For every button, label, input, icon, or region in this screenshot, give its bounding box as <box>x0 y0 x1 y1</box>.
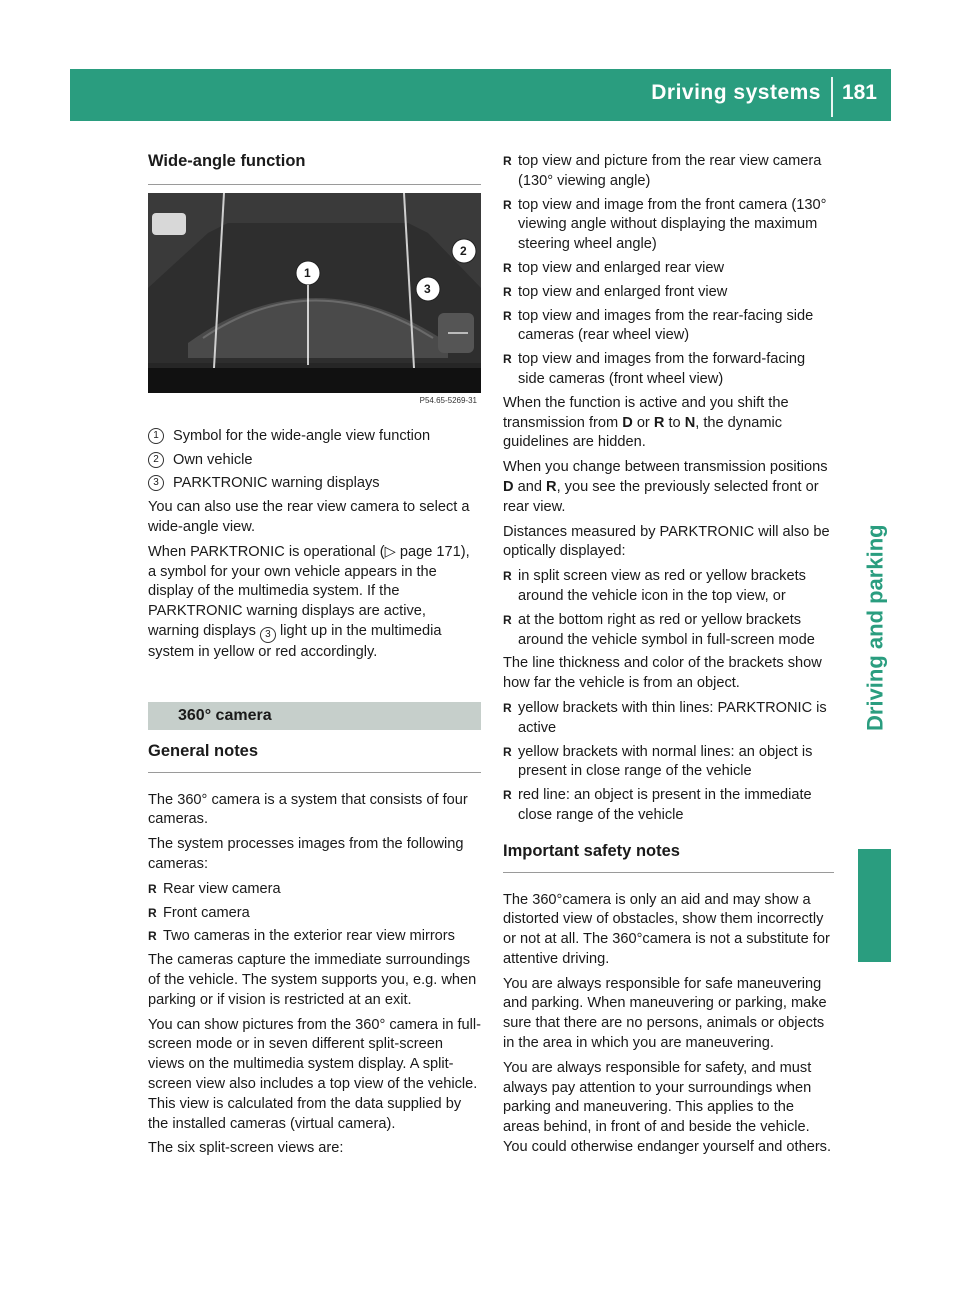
list-item <box>503 307 834 347</box>
gear-N: N <box>684 414 696 431</box>
callout-1: 1 <box>304 265 311 280</box>
list-item <box>503 259 834 279</box>
text-run: ), a symbol for your own vehicle appears in the display of the multimedia system. If the PARKTRONIC warning displays are active, warning displays <box>148 543 470 639</box>
paragraph: You are always responsible for safety, and must always pay attention to your surroundings when parking and maneuvering. This applies to the areas behind, in front of and beside the vehicle. You could otherwise endanger yourself and others. <box>503 1059 832 1156</box>
legend-item <box>148 451 481 471</box>
list-item-text: Two cameras in the exterior rear view mirrors <box>163 928 455 945</box>
paragraph: You are always responsible for safe maneuvering and parking. When maneuvering or parking, make sure that there are no persons, animals or objects in the area in which you are maneuvering. <box>503 975 827 1052</box>
callout-3: 3 <box>424 281 431 296</box>
list-item <box>503 350 834 390</box>
bullet-marker: R <box>503 569 512 584</box>
heading-wide-angle: Wide-angle function <box>148 152 306 170</box>
bullet-marker: R <box>503 744 512 759</box>
text-run: When PARKTRONIC is operational ( <box>148 543 385 560</box>
list-item-text: top view and picture from the rear view camera (130° viewing angle) <box>518 153 822 189</box>
list-item-text: yellow brackets with normal lines: an object is present in close range of the vehicle <box>518 743 813 780</box>
list-item <box>148 904 481 924</box>
list-item-text: in split screen view as red or yellow brackets around the vehicle icon in the top view, or <box>518 568 806 604</box>
list-item <box>503 196 834 255</box>
legend-text: Own vehicle <box>173 451 253 468</box>
bullet-marker: R <box>148 929 157 944</box>
list-item-text: top view and images from the rear-facing side cameras (rear wheel view) <box>518 307 814 344</box>
section-band: 360° camera <box>148 702 481 730</box>
callout-ref: 3 <box>260 627 276 643</box>
list-item-text: Rear view camera <box>163 880 281 897</box>
paragraph: You can also use the rear view camera to select a wide-angle view. <box>148 499 470 535</box>
list-item-text: Front camera <box>163 904 250 921</box>
header-title: Driving systems <box>651 81 821 104</box>
paragraph-parktronic <box>148 543 481 663</box>
list-item-text: yellow brackets with thin lines: PARKTRONIC is active <box>518 699 827 736</box>
list-item-text: top view and enlarged front view <box>518 283 728 300</box>
text-run: , you see the previously selected front or rear view. <box>503 478 819 515</box>
list-item <box>503 283 834 303</box>
paragraph: Distances measured by PARKTRONIC will also be optically displayed: <box>503 523 830 560</box>
gear-D: D <box>622 414 633 431</box>
text-run: light up in the multimedia system in yellow or red accordingly. <box>148 622 442 660</box>
page-number: 181 <box>841 81 877 104</box>
list-item <box>148 880 481 900</box>
chapter-label-wrap <box>849 431 889 731</box>
bullet-marker: R <box>148 905 157 920</box>
bullet-marker: R <box>148 881 157 896</box>
gear-D: D <box>503 478 514 495</box>
text-run: When you change between transmission positions <box>503 459 828 476</box>
heading-rule <box>148 772 481 773</box>
camera-display-illustration <box>148 193 481 415</box>
legend-text: PARKTRONIC warning displays <box>173 475 380 492</box>
text-run: When the function is active and you shift the transmission from <box>503 394 789 431</box>
text-run: and <box>513 478 547 495</box>
bullet-marker: R <box>503 788 512 803</box>
chapter-tab <box>858 849 891 962</box>
legend-number: 1 <box>148 428 164 444</box>
list-item-text: top view and enlarged rear view <box>518 259 725 276</box>
list-item <box>503 567 834 607</box>
bullet-marker: R <box>503 154 512 168</box>
list-item-text: top view and image from the front camera (130° viewing angle without displaying the maximum steering wheel angle) <box>518 196 827 253</box>
paragraph: The 360° camera is a system that consists of four cameras. <box>148 791 468 828</box>
bullet-marker: R <box>503 612 512 627</box>
bullet-marker: R <box>503 700 512 715</box>
bullet-marker: R <box>503 352 512 367</box>
page-reference-link[interactable]: ▷ page 171 <box>384 543 461 560</box>
right-column <box>503 152 834 1163</box>
heading-rule <box>148 184 481 185</box>
legend-item <box>148 474 481 494</box>
header-separator <box>831 77 833 117</box>
bullet-marker: R <box>503 197 512 212</box>
list-item <box>503 611 834 651</box>
paragraph: The 360°camera is only an aid and may show a distorted view of obstacles, show them incorrectly or not at all. The 360°camera is not a substitute for attentive driving. <box>503 891 830 967</box>
paragraph: You can show pictures from the 360° camera in full-screen mode or in seven different split-screen views on the multimedia system display. A split-screen view also includes a top view of the vehicle. This view is calculated from the data supplied by the installed cameras (virtual camera). <box>148 1016 482 1132</box>
camera-figure <box>148 193 481 415</box>
paragraph-change-positions <box>503 458 834 517</box>
list-item-text: at the bottom right as red or yellow brackets around the vehicle symbol in full-screen mode <box>518 611 815 648</box>
paragraph: The line thickness and color of the brackets show how far the vehicle is from an object. <box>503 655 822 692</box>
heading-rule <box>503 872 834 873</box>
list-item <box>503 152 834 192</box>
list-item <box>503 786 834 826</box>
paragraph-transmission <box>503 394 834 453</box>
heading-general-notes: General notes <box>148 741 259 760</box>
legend-number: 2 <box>148 452 164 468</box>
legend-number: 3 <box>148 475 164 491</box>
heading-safety-notes: Important safety notes <box>503 841 680 860</box>
legend-item <box>148 427 481 447</box>
list-item-text: top view and images from the forward-facing side cameras (front wheel view) <box>518 351 806 387</box>
bullet-marker: R <box>503 260 512 275</box>
list-item-text: red line: an object is present in the immediate close range of the vehicle <box>518 787 812 823</box>
text-run: to <box>664 414 685 431</box>
gear-R: R <box>546 478 557 495</box>
paragraph: The system processes images from the following cameras: <box>148 836 464 872</box>
chapter-sidebar <box>845 121 891 921</box>
paragraph: The six split-screen views are: <box>148 1140 344 1157</box>
text-run: or <box>632 414 654 431</box>
figure-caption: P54.65-5269-31 <box>419 396 477 405</box>
bullet-marker: R <box>503 308 512 323</box>
list-item <box>503 699 834 739</box>
page-header <box>70 69 891 121</box>
gear-R: R <box>653 414 665 431</box>
chapter-label: Driving and parking <box>863 524 888 731</box>
bullet-marker: R <box>503 284 512 299</box>
text-run: , the dynamic guidelines are hidden. <box>503 414 783 451</box>
callout-2: 2 <box>460 243 467 258</box>
left-column <box>148 152 481 1164</box>
paragraph: The cameras capture the immediate surroundings of the vehicle. The system supports you, e.g. when parking or if vision is restricted at an exit. <box>148 952 477 1008</box>
legend-text: Symbol for the wide-angle view function <box>173 427 431 444</box>
list-item <box>148 927 481 947</box>
list-item <box>503 743 834 783</box>
